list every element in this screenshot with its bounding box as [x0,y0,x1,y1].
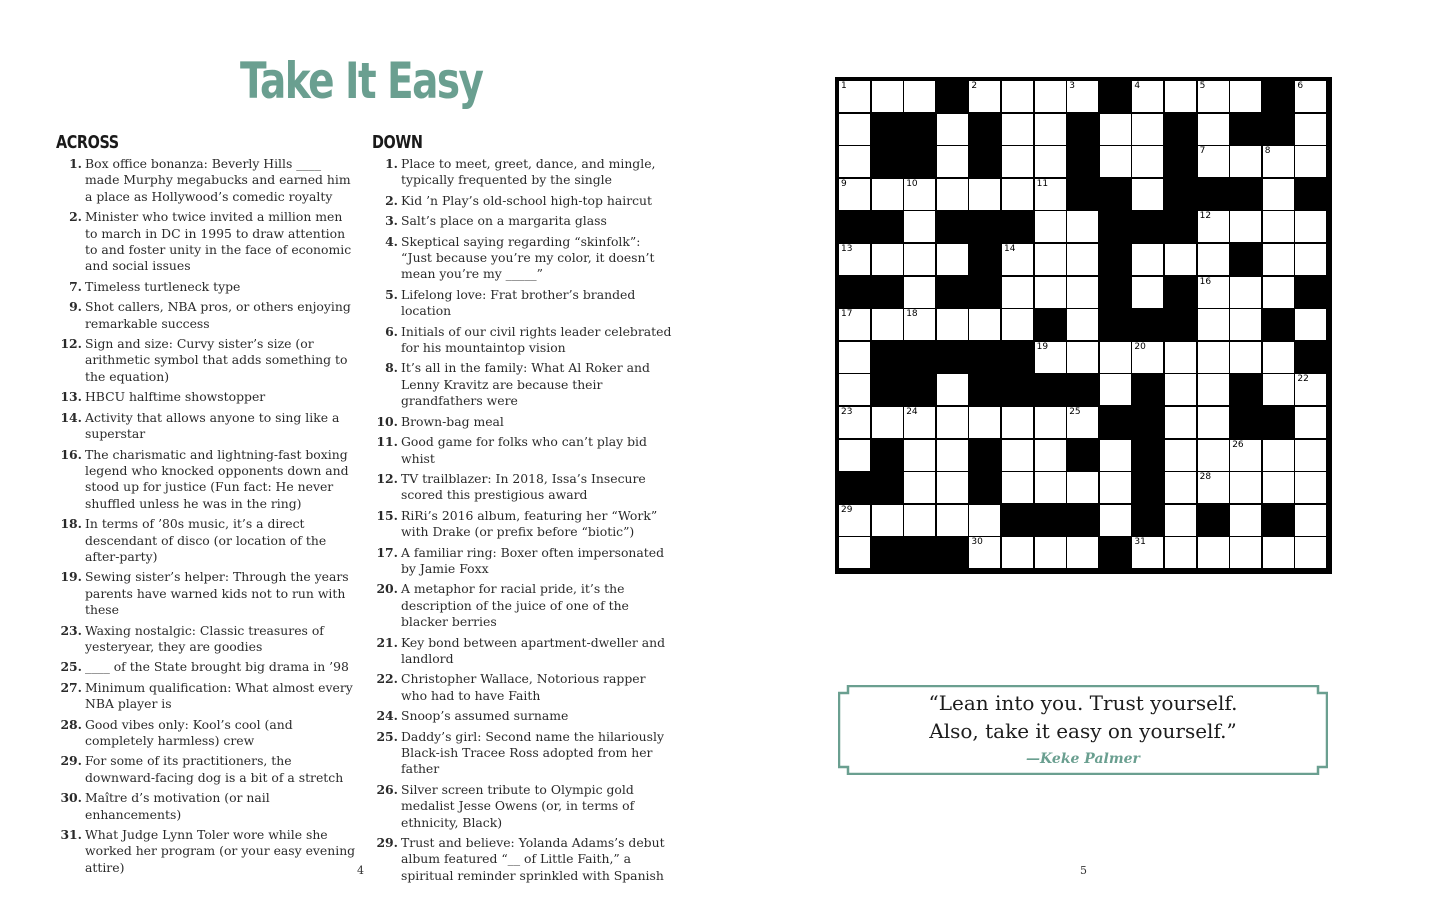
crossword-grid[interactable] [835,77,1332,574]
clue-number: 30. [60,790,82,806]
grid-cell[interactable] [1263,440,1294,471]
clue-number: 9. [69,299,82,315]
grid-cell[interactable] [904,505,935,536]
grid-cell[interactable] [1263,146,1294,177]
grid-cell[interactable] [1067,277,1098,308]
grid-cell[interactable] [839,440,870,471]
down-clue [372,508,672,541]
grid-cell[interactable] [1198,81,1229,112]
grid-cell[interactable] [1230,472,1261,503]
cell-number: 5 [1199,81,1206,91]
clue-number: 1. [69,156,82,171]
grid-cell[interactable] [1230,81,1261,112]
grid-cell[interactable] [872,179,903,210]
down-clue [372,782,672,831]
cell-number: 24 [906,407,918,417]
clue-number: 23. [60,622,82,638]
grid-cell[interactable] [1165,407,1196,438]
down-clue [372,156,672,189]
clue-number: 22. [376,671,398,687]
grid-cell[interactable] [1067,81,1098,112]
across-clue [56,447,356,513]
grid-cell[interactable] [1230,505,1261,536]
quote-line-1: “Lean into you. Trust yourself. [928,691,1238,715]
down-list [372,156,672,884]
clue-text: Timeless turtleneck type [85,278,241,294]
grid-cell[interactable] [969,505,1000,536]
grid-cell[interactable] [1132,277,1163,308]
cell-number: 25 [1069,407,1081,417]
grid-cell[interactable] [937,179,968,210]
across-clue [56,156,356,205]
clue-text: Salt’s place on a margarita glass [401,213,607,229]
grid-cell[interactable] [872,309,903,340]
grid-cell[interactable] [904,440,935,471]
clue-text: RiRi’s 2016 album, featuring her “Work” with Drake (or prefix before “biotic”) [401,507,658,540]
clue-text: Christopher Wallace, Notorious rapper who had to have Faith [401,671,646,703]
clue-number: 28. [60,716,82,732]
grid-cell[interactable] [1067,407,1098,438]
grid-cell[interactable] [839,244,870,275]
across-clue [56,790,356,823]
grid-cell[interactable] [904,81,935,112]
grid-cell[interactable] [1035,342,1066,373]
grid-cell[interactable] [1035,472,1066,503]
down-clue [372,708,672,724]
clue-number: 25. [60,659,82,675]
clue-number: 19. [60,569,82,585]
down-clue [372,287,672,320]
clue-text: A metaphor for racial pride, it’s the description of the juice of one of the blacker berries [401,581,629,630]
cell-number: 14 [1004,244,1016,254]
grid-cell[interactable] [1035,114,1066,145]
grid-cell[interactable] [1295,114,1326,145]
across-list [56,156,356,876]
clue-number: 17. [376,544,398,560]
clue-number: 2. [385,192,398,208]
clue-text: Shot callers, NBA pros, or others enjoying remarkable success [85,299,351,331]
cell-number: 18 [906,309,918,320]
cell-number: 19 [1036,341,1049,352]
grid-cell[interactable] [1002,81,1033,112]
grid-cell[interactable] [937,244,968,275]
grid-cell[interactable] [1002,407,1033,438]
grid-cell[interactable] [1230,309,1261,340]
grid-cell[interactable] [969,309,1000,340]
grid-cell[interactable] [1100,440,1131,471]
grid-cell[interactable] [839,407,870,438]
across-clue [56,680,356,713]
cell-number: 3 [1069,81,1075,91]
across-clue [56,410,356,443]
cell-number: 12 [1199,211,1212,222]
grid-cell[interactable] [1295,146,1326,177]
across-clue [56,569,356,618]
grid-cell[interactable] [937,146,968,177]
cell-number: 31 [1134,537,1146,548]
grid-cell[interactable] [904,244,935,275]
clue-text: A familiar ring: Boxer often impersonated by Jamie Foxx [401,544,665,576]
cell-number: 22 [1297,374,1309,385]
grid-cell[interactable] [1263,277,1294,308]
across-clue [56,336,356,385]
clue-text: Sewing sister’s helper: Through the years parents have warned kids not to run with these [85,569,349,618]
grid-cell[interactable] [1295,211,1326,242]
down-clue [372,213,672,229]
grid-cell[interactable] [937,472,968,503]
grid-cell[interactable] [1132,146,1163,177]
clue-text: Brown-bag meal [401,413,504,429]
clue-number: 12. [60,336,82,352]
across-clue [56,659,356,675]
down-clue [372,635,672,668]
clue-number: 11. [376,434,398,450]
clue-text: The charismatic and lightning-fast boxing legend who knocked opponents down and stood up for justice (Fun fact: He never shuffled unless he was in the ring) [85,446,349,511]
clue-number: 5. [385,286,398,302]
grid-cell[interactable] [1198,211,1229,242]
grid-cell[interactable] [1067,472,1098,503]
across-clue [56,389,356,405]
page-number-left: 4 [357,864,364,877]
grid-cell[interactable] [969,179,1000,210]
clue-text: Daddy’s girl: Second name the hilariously Black-ish Tracee Ross adopted from her father [401,728,664,777]
grid-cell[interactable] [1132,537,1163,568]
grid-cell[interactable] [1035,81,1066,112]
grid-cell[interactable] [1002,537,1033,568]
clue-number: 4. [385,233,398,249]
cell-number: 29 [841,504,853,515]
down-clue [372,324,672,357]
grid-cell[interactable] [1263,179,1294,210]
grid-cell[interactable] [1100,342,1131,373]
grid-cell[interactable] [839,505,870,536]
cell-number: 16 [1199,276,1212,287]
grid-cell[interactable] [1230,277,1261,308]
grid-cell[interactable] [937,407,968,438]
across-clue [56,623,356,656]
grid-cell[interactable] [1230,342,1261,373]
down-clue [372,729,672,778]
cell-number: 4 [1134,81,1141,91]
grid-cell[interactable] [1198,374,1229,405]
quote-box [838,685,1328,775]
clue-text: ____ of the State brought big drama in ’98 [85,659,349,675]
clue-text: It’s all in the family: What Al Roker and Lenny Kravitz are because their grandfathers were [401,360,650,409]
grid-cell[interactable] [904,472,935,503]
grid-cell[interactable] [904,309,935,340]
down-clue [372,545,672,578]
grid-cell[interactable] [839,179,870,210]
grid-cell[interactable] [1132,244,1163,275]
clue-number: 18. [60,516,82,532]
clue-number: 14. [60,409,82,425]
across-clue [56,827,356,876]
across-heading: ACROSS [56,132,119,153]
down-clue [372,835,672,884]
grid-cell[interactable] [1002,472,1033,503]
grid-cell[interactable] [1263,342,1294,373]
grid-cell[interactable] [1263,537,1294,568]
grid-cell[interactable] [1165,440,1196,471]
grid-cell[interactable] [1035,440,1066,471]
clue-text: Minimum qualification: What almost every NBA player is [85,679,353,712]
clue-text: Good vibes only: Kool’s cool (and completely harmless) crew [85,716,293,748]
grid-cell[interactable] [872,81,903,112]
grid-cell[interactable] [872,407,903,438]
cell-number: 26 [1232,439,1244,450]
cell-number: 8 [1264,146,1271,157]
grid-cell[interactable] [872,505,903,536]
clue-number: 27. [60,679,82,695]
clue-text: Sign and size: Curvy sister’s size (or arithmetic symbol that adds something to the equation) [85,336,348,384]
cell-number: 6 [1297,81,1304,91]
grid-cell[interactable] [1165,472,1196,503]
grid-cell[interactable] [1230,440,1261,471]
clue-number: 16. [60,446,82,462]
grid-cell[interactable] [1165,244,1196,275]
down-clues [372,132,672,888]
grid-cell[interactable] [1132,114,1163,145]
grid-cell[interactable] [969,407,1000,438]
grid-cell[interactable] [839,374,870,405]
clue-number: 21. [376,634,398,650]
grid-cell[interactable] [1132,81,1163,112]
clue-text: Trust and believe: Yolanda Adams’s debut album featured “__ of Little Faith,” a spiritual reminder sprinkled with Spanish [401,835,665,883]
grid-cell[interactable] [1198,244,1229,275]
clue-text: Maître d’s motivation (or nail enhancements) [85,790,270,822]
grid-cell[interactable] [1002,146,1033,177]
grid-cell[interactable] [1295,440,1326,471]
grid-cell[interactable] [1198,472,1229,503]
cell-number: 2 [971,81,978,91]
grid-cell[interactable] [1132,342,1163,373]
grid-cell[interactable] [839,146,870,177]
clue-text: TV trailblazer: In 2018, Issa’s Insecure scored this prestigious award [401,470,646,503]
grid-cell[interactable] [1263,244,1294,275]
grid-cell[interactable] [1002,114,1033,145]
clue-number: 6. [385,323,398,339]
grid-cell[interactable] [839,342,870,373]
grid-cell[interactable] [1295,244,1326,275]
grid-cell[interactable] [1165,342,1196,373]
grid-cell[interactable] [1002,179,1033,210]
grid-cell[interactable] [969,81,1000,112]
down-heading: DOWN [372,132,423,153]
clue-number: 20. [376,581,398,597]
grid-cell[interactable] [839,114,870,145]
grid-cell[interactable] [937,374,968,405]
grid-cell[interactable] [1198,309,1229,340]
grid-cell[interactable] [872,244,903,275]
cell-number: 20 [1134,341,1146,352]
clue-text: What Judge Lynn Toler wore while she worked her program (or your easy evening attire) [85,827,356,875]
down-clue [372,234,672,283]
page-number-right: 5 [1080,864,1087,877]
grid-cell[interactable] [904,407,935,438]
clue-number: 15. [376,507,398,523]
grid-cell[interactable] [1295,505,1326,536]
clue-number: 13. [60,389,82,405]
grid-cell[interactable] [1295,374,1326,405]
grid-cell[interactable] [1002,277,1033,308]
grid-cell[interactable] [1263,374,1294,405]
grid-cell[interactable] [1198,407,1229,438]
grid-cell[interactable] [937,505,968,536]
grid-cell[interactable] [1198,440,1229,471]
clue-number: 2. [69,209,82,225]
cell-number: 17 [841,309,853,320]
grid-cell[interactable] [1165,505,1196,536]
across-clue [56,299,356,332]
clue-text: For some of its practitioners, the downward-facing dog is a bit of a stretch [85,753,344,785]
grid-cell[interactable] [1165,537,1196,568]
grid-cell[interactable] [1165,374,1196,405]
clue-text: Snoop’s assumed surname [401,708,569,724]
cell-number: 28 [1199,472,1212,483]
grid-cell[interactable] [839,309,870,340]
grid-cell[interactable] [937,440,968,471]
grid-cell[interactable] [1002,440,1033,471]
cell-number: 10 [906,178,918,189]
clue-text: Waxing nostalgic: Classic treasures of yesteryear, they are goodies [85,622,324,654]
grid-cell[interactable] [839,81,870,112]
clue-text: Silver screen tribute to Olympic gold medalist Jesse Owens (or, in terms of ethnicity, Black) [401,781,635,830]
grid-cell[interactable] [1100,505,1131,536]
grid-cell[interactable] [1230,537,1261,568]
grid-cell[interactable] [1035,407,1066,438]
grid-cell[interactable] [1002,244,1033,275]
down-clue [372,193,672,209]
clue-number: 1. [385,156,398,171]
grid-cell[interactable] [1198,146,1229,177]
clue-text: Box office bonanza: Beverly Hills ____ made Murphy megabucks and earned him a place as Hollywood’s comedic royalty [85,156,351,204]
quote-line-2: Also, take it easy on yourself.” [929,719,1237,743]
grid-cell[interactable] [1198,114,1229,145]
across-clue [56,209,356,275]
grid-cell[interactable] [1295,537,1326,568]
grid-cell[interactable] [1100,114,1131,145]
clue-number: 26. [376,781,398,797]
grid-cell[interactable] [1295,407,1326,438]
grid-cell[interactable] [937,114,968,145]
grid-cell[interactable] [1035,146,1066,177]
cell-number: 30 [971,537,983,548]
clue-number: 25. [376,728,398,744]
grid-cell[interactable] [1067,309,1098,340]
grid-cell[interactable] [1198,342,1229,373]
page-title: Take It Easy [240,52,483,110]
grid-cell[interactable] [1100,374,1131,405]
cell-number: 23 [841,407,853,417]
cell-number: 1 [841,81,847,91]
grid-cell[interactable] [1067,537,1098,568]
grid-cell[interactable] [1035,537,1066,568]
grid-cell[interactable] [1067,244,1098,275]
clue-text: Initials of our civil rights leader celebrated for his mountaintop vision [401,323,672,356]
clue-text: Lifelong love: Frat brother’s branded location [401,286,636,319]
grid-cell[interactable] [1035,244,1066,275]
down-clue [372,434,672,467]
grid-cell[interactable] [1035,179,1066,210]
across-clues [56,132,356,880]
down-clue [372,414,672,430]
clue-number: 7. [69,278,82,294]
clue-number: 10. [376,413,398,429]
grid-cell[interactable] [904,179,935,210]
cell-number: 7 [1199,146,1206,157]
clue-text: Kid ’n Play’s old-school high-top haircut [401,192,653,208]
grid-cell[interactable] [1035,277,1066,308]
grid-cell[interactable] [904,277,935,308]
down-clue [372,471,672,504]
down-clue [372,360,672,409]
clue-number: 3. [385,213,398,229]
clue-text: HBCU halftime showstopper [85,389,266,405]
quote-author: —Keke Palmer [1026,751,1140,767]
grid-cell[interactable] [1100,472,1131,503]
clue-number: 29. [376,835,398,851]
grid-cell[interactable] [1230,146,1261,177]
clue-number: 8. [385,360,398,376]
grid-cell[interactable] [1198,537,1229,568]
grid-cell[interactable] [1295,81,1326,112]
grid-cell[interactable] [1263,211,1294,242]
cell-number: 13 [841,244,853,254]
clue-text: Skeptical saying regarding “skinfolk”: “Just because you’re my color, it doesn’t mean you’re my _____” [401,233,655,282]
clue-number: 24. [376,708,398,724]
clue-text: Place to meet, greet, dance, and mingle, typically frequented by the single [401,156,656,188]
grid-cell[interactable] [1295,309,1326,340]
clue-number: 31. [60,827,82,843]
grid-cell[interactable] [1002,309,1033,340]
grid-cell[interactable] [937,309,968,340]
grid-cell[interactable] [1198,277,1229,308]
grid-cell[interactable] [1067,342,1098,373]
clue-number: 12. [376,470,398,486]
grid-cell[interactable] [1132,179,1163,210]
across-clue [56,717,356,750]
grid-cell[interactable] [1067,211,1098,242]
clue-text: Key bond between apartment-dweller and landlord [401,634,665,666]
clue-text: Activity that allows anyone to sing like a superstar [85,409,340,442]
grid-cell[interactable] [839,537,870,568]
grid-cell[interactable] [1230,211,1261,242]
grid-cell[interactable] [1100,146,1131,177]
grid-cell[interactable] [1263,472,1294,503]
across-clue [56,279,356,295]
down-clue [372,581,672,630]
cell-number: 11 [1036,178,1049,189]
clue-text: In terms of ’80s music, it’s a direct descendant of disco (or location of the after-party) [85,516,327,564]
across-clue [56,516,356,565]
clue-number: 29. [60,753,82,769]
grid-cell[interactable] [1165,81,1196,112]
grid-cell[interactable] [1035,211,1066,242]
grid-cell[interactable] [904,211,935,242]
grid-cell[interactable] [969,537,1000,568]
cell-number: 9 [841,178,847,189]
quote-text [838,689,1328,745]
clue-text: Good game for folks who can’t play bid whist [401,434,647,466]
across-clue [56,753,356,786]
down-clue [372,671,672,704]
clue-text: Minister who twice invited a million men to march in DC in 1995 to draw attention to and foster unity in the face of economic and social issues [85,209,352,274]
grid-cell[interactable] [1295,472,1326,503]
